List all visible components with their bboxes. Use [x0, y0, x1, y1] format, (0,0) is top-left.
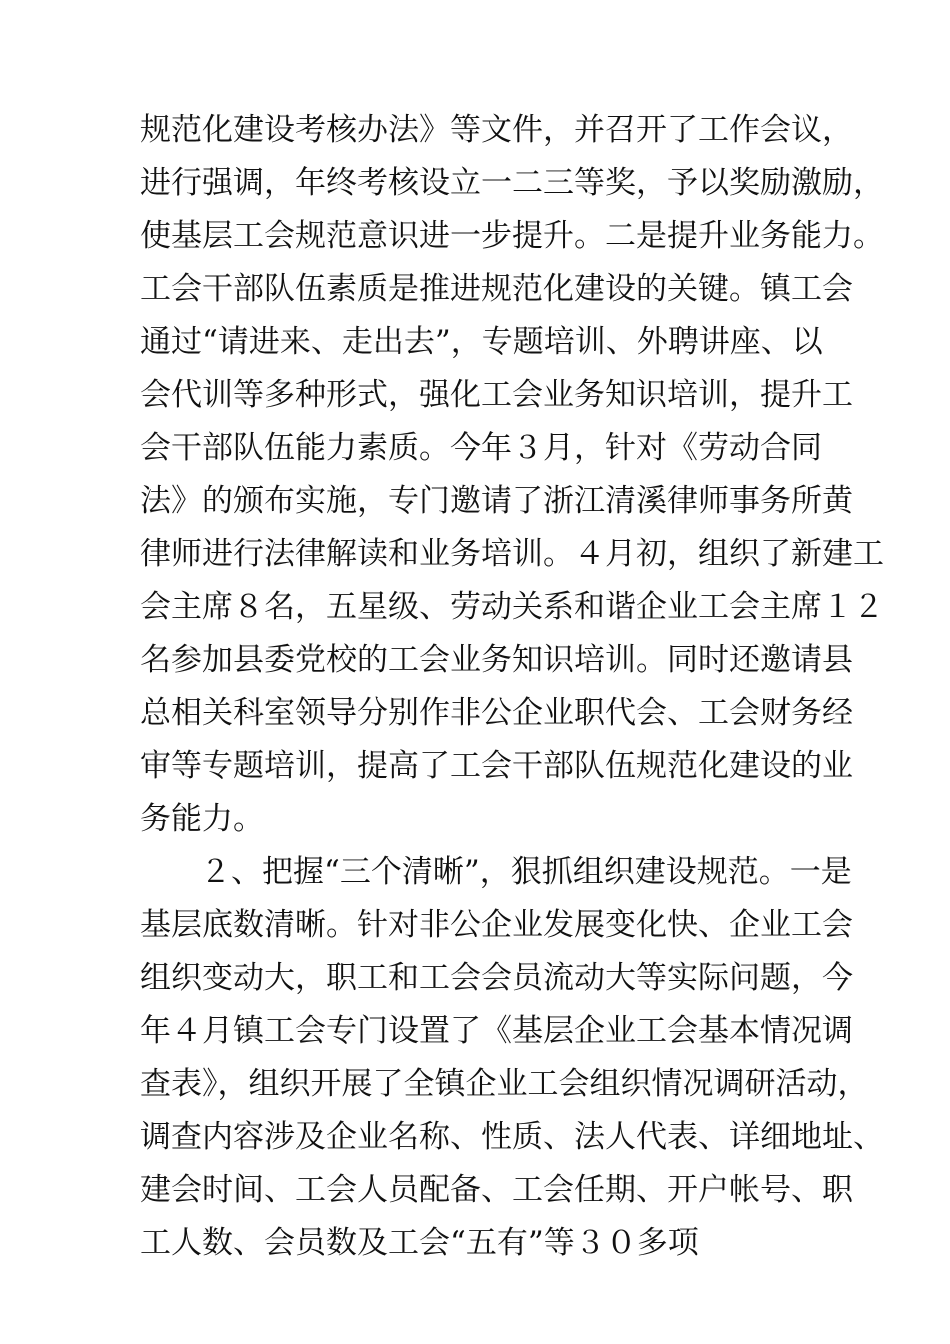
text-line: 组织变动大，职工和工会会员流动大等实际问题，今 — [140, 960, 853, 996]
text-line: 法》的颁布实施，专门邀请了浙江清溪律师事务所黄 — [140, 483, 853, 519]
text-line: 通过“请进来、走出去”，专题培训、外聘讲座、以 — [140, 324, 823, 360]
text-line: 审等专题培训，提高了工会干部队伍规范化建设的业 — [140, 748, 853, 784]
paragraph-first-line: ２、把握“三个清晰”，狠抓组织建设规范。一是 — [200, 854, 852, 890]
text-line: 律师进行法律解读和业务培训。４月初，组织了新建工 — [140, 536, 884, 572]
text-line: 工会干部队伍素质是推进规范化建设的关键。镇工会 — [140, 271, 853, 307]
text-line: 查表》，组织开展了全镇企业工会组织情况调研活动， — [140, 1066, 869, 1102]
text-line: 建会时间、工会人员配备、工会任期、开户帐号、职 — [140, 1172, 853, 1208]
text-line: 会主席８名，五星级、劳动关系和谐企业工会主席１２ — [140, 589, 884, 625]
text-line: 会干部队伍能力素质。今年３月，针对《劳动合同 — [140, 430, 822, 466]
text-line: 务能力。 — [140, 801, 264, 837]
text-line: 调查内容涉及企业名称、性质、法人代表、详细地址、 — [140, 1119, 884, 1155]
text-line: 年４月镇工会专门设置了《基层企业工会基本情况调 — [140, 1013, 853, 1049]
text-line: 基层底数清晰。针对非公企业发展变化快、企业工会 — [140, 907, 853, 943]
text-line: 名参加县委党校的工会业务知识培训。同时还邀请县 — [140, 642, 853, 678]
text-line: 总相关科室领导分别作非公企业职代会、工会财务经 — [140, 695, 853, 731]
text-line: 进行强调，年终考核设立一二三等奖，予以奖励激励， — [140, 165, 884, 201]
text-line: 工人数、会员数及工会“五有”等３０多项 — [140, 1225, 699, 1261]
text-line: 会代训等多种形式，强化工会业务知识培训，提升工 — [140, 377, 853, 413]
text-line: 规范化建设考核办法》等文件，并召开了工作会议， — [140, 112, 853, 148]
text-line: 使基层工会规范意识进一步提升。二是提升业务能力。 — [140, 218, 884, 254]
